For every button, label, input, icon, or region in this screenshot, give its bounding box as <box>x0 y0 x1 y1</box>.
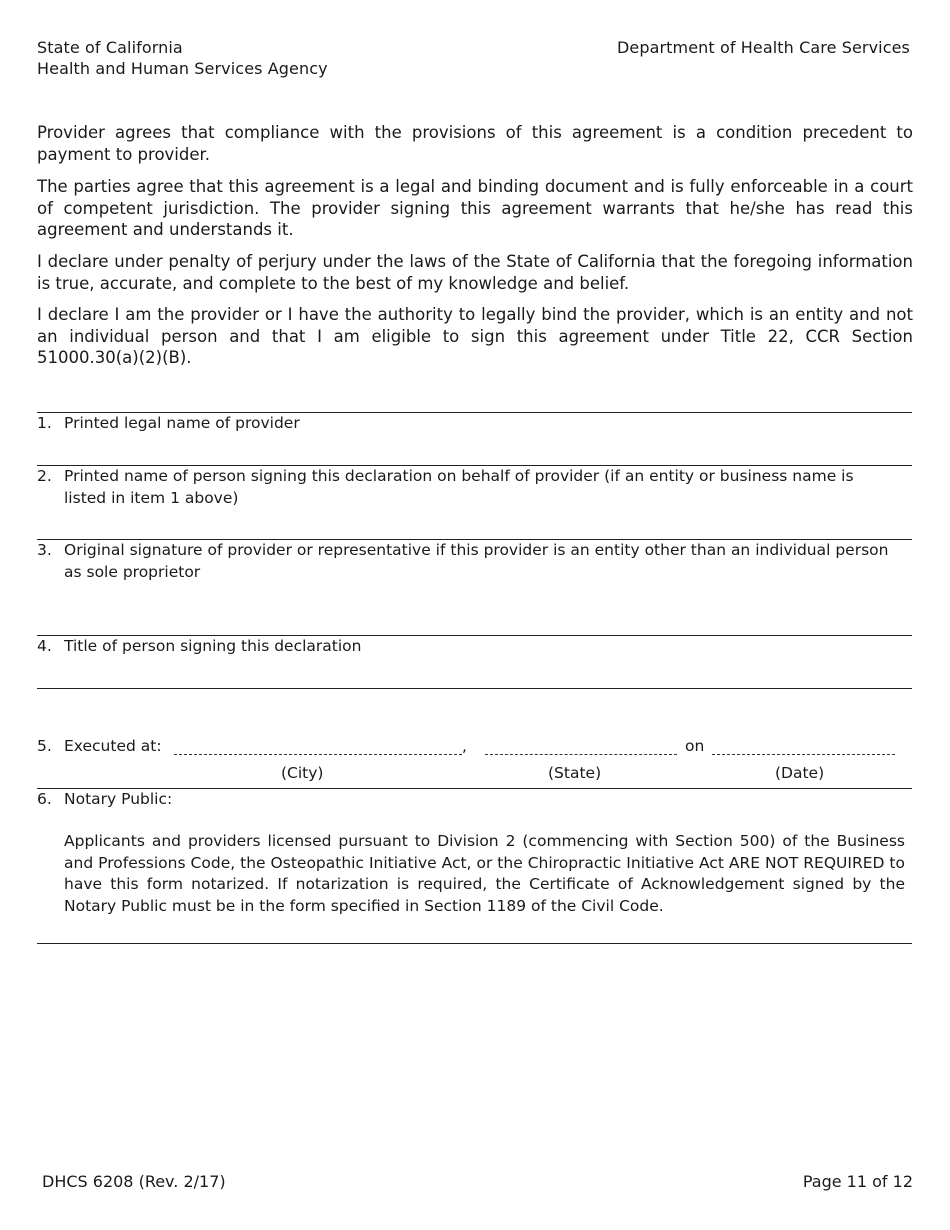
item-label: Original signature of provider or representative if this provider is an entity other than an individual person as sole proprietor <box>64 541 889 581</box>
divider <box>37 688 912 689</box>
form-identifier: DHCS 6208 (Rev. 2/17) <box>42 1172 226 1191</box>
executed-at-label: Executed at: <box>64 737 162 755</box>
binding-agreement-paragraph: The parties agree that this agreement is a legal and binding document and is fully enforceable in a court of competent jurisdiction. The provider signing this agreement warrants that he/she has read this agreement and understands it. <box>37 177 913 239</box>
item-number: 6. <box>37 790 52 808</box>
item-number: 5. <box>37 737 52 755</box>
state-caption: (State) <box>548 764 602 782</box>
perjury-declaration-paragraph: I declare under penalty of perjury under the laws of the State of California that the foregoing information is true, accurate, and complete to the best of my knowledge and belief. <box>37 252 913 293</box>
notary-instructions: Applicants and providers licensed pursuant to Division 2 (commencing with Section 500) of the Business and Professions Code, the Osteopathic Initiative Act, or the Chiropractic Initiative Act ARE NOT REQUIRED to have this form notarized. If notarization is required, the Certificate of Acknowledgement signed by the Notary Public must be in the form specified in Section 1189 of the Civil Code. <box>64 832 905 915</box>
item-number: 1. <box>37 414 52 432</box>
authority-declaration-paragraph: I declare I am the provider or I have the authority to legally bind the provider, which is an entity and not an individual person and that I am eligible to sign this agreement under Title 22, CCR Section 51000.30(a)(2)(B). <box>37 305 913 367</box>
item-label: Printed legal name of provider <box>64 414 300 432</box>
item-number: 4. <box>37 637 52 655</box>
city-input[interactable] <box>174 754 462 755</box>
agency-header <box>37 37 328 79</box>
item-label: Printed name of person signing this declaration on behalf of provider (if an entity or business name is listed in item 1 above) <box>64 467 854 507</box>
agency-name: Health and Human Services Agency <box>37 59 328 78</box>
item-label: Title of person signing this declaration <box>64 637 362 655</box>
notary-label: Notary Public: <box>64 790 173 808</box>
on-label: on <box>685 737 705 755</box>
date-input[interactable] <box>712 754 895 755</box>
item-number: 2. <box>37 467 52 485</box>
department-name: Department of Health Care Services <box>616 38 910 57</box>
compliance-paragraph: Provider agrees that compliance with the provisions of this agreement is a condition precedent to payment to provider. <box>37 123 913 164</box>
page-number: Page 11 of 12 <box>802 1172 913 1191</box>
divider <box>37 943 912 944</box>
state-name: State of California <box>37 38 183 57</box>
city-caption: (City) <box>281 764 324 782</box>
item-number: 3. <box>37 541 52 559</box>
state-input[interactable] <box>485 754 677 755</box>
date-caption: (Date) <box>775 764 825 782</box>
comma-separator: , <box>462 737 467 755</box>
